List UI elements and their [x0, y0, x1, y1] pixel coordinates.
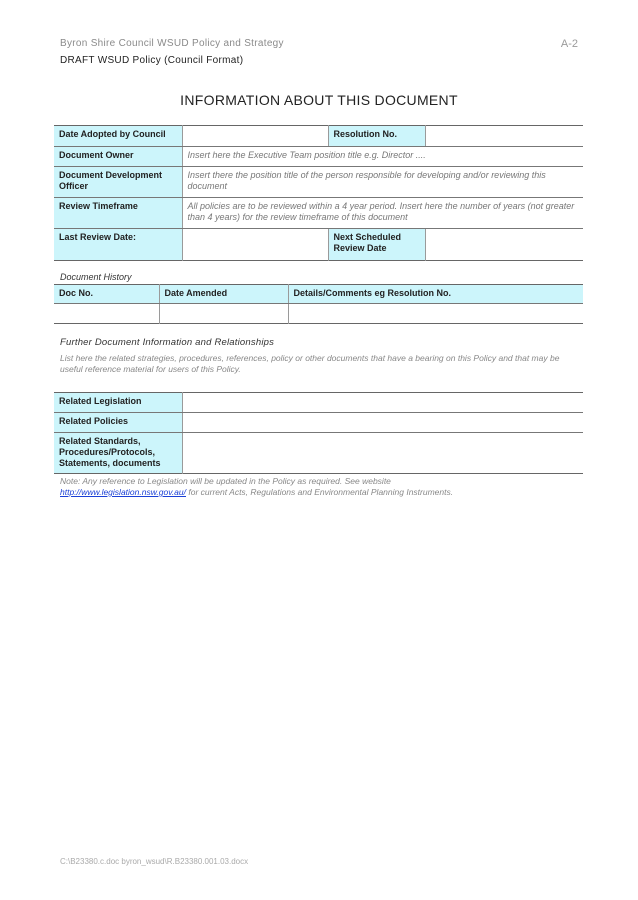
note-text: Note: Any reference to Legislation will be updated in the Policy as required. See website	[60, 476, 391, 486]
history-col-date-amended: Date Amended	[159, 285, 288, 304]
footer-file-path: C:\B23380.c.doc byron_wsud\R.B23380.001.03.docx	[60, 857, 249, 866]
related-legislation-label: Related Legislation	[54, 393, 182, 413]
next-review-value[interactable]	[425, 229, 583, 261]
history-col-doc-no: Doc No.	[54, 285, 159, 304]
related-policies-label: Related Policies	[54, 413, 182, 433]
history-heading: Document History	[60, 272, 132, 282]
relationships-heading: Further Document Information and Relationships	[60, 337, 275, 348]
review-timeframe-value[interactable]: All policies are to be reviewed within a 4 year period. Insert here the number of years (not greater than 4 years) for the review timeframe of this document	[182, 198, 583, 229]
last-review-value[interactable]	[182, 229, 328, 261]
relationships-description: List here the related strategies, procedures, references, policy or other documents that have a bearing on this Policy and that may be useful reference material for users of this Policy.	[60, 353, 560, 374]
related-standards-value[interactable]	[182, 433, 583, 474]
document-info-table	[54, 125, 583, 261]
document-owner-value[interactable]: Insert here the Executive Team position title e.g. Director ....	[182, 147, 583, 167]
legislation-link[interactable]: http://www.legislation.nsw.gov.au/	[60, 487, 186, 497]
history-col-details: Details/Comments eg Resolution No.	[288, 285, 583, 304]
resolution-label: Resolution No.	[328, 126, 425, 147]
note-text-after: for current Acts, Regulations and Environmental Planning Instruments.	[186, 487, 454, 497]
dev-officer-label: Document Development Officer	[54, 167, 182, 198]
dev-officer-value[interactable]: Insert there the position title of the person responsible for developing and/or reviewing this document	[182, 167, 583, 198]
table-row	[54, 304, 583, 324]
header-org-line: Byron Shire Council WSUD Policy and Strategy	[60, 38, 284, 49]
related-policies-value[interactable]	[182, 413, 583, 433]
date-adopted-label: Date Adopted by Council	[54, 126, 182, 147]
date-adopted-value[interactable]	[182, 126, 328, 147]
resolution-value[interactable]	[425, 126, 583, 147]
history-cell[interactable]	[288, 304, 583, 324]
history-cell[interactable]	[54, 304, 159, 324]
next-review-label: Next Scheduled Review Date	[328, 229, 425, 261]
history-cell[interactable]	[159, 304, 288, 324]
document-owner-label: Document Owner	[54, 147, 182, 167]
history-table	[54, 284, 583, 324]
page-number: A-2	[560, 38, 578, 50]
review-timeframe-label: Review Timeframe	[54, 198, 182, 229]
related-standards-label: Related Standards, Procedures/Protocols, Statements, documents	[54, 433, 182, 474]
page-title: INFORMATION ABOUT THIS DOCUMENT	[180, 92, 458, 108]
header-doc-line: DRAFT WSUD Policy (Council Format)	[60, 55, 244, 66]
last-review-label: Last Review Date:	[54, 229, 182, 261]
related-legislation-value[interactable]	[182, 393, 583, 413]
legislation-note	[60, 476, 585, 498]
relationships-table	[54, 392, 583, 474]
